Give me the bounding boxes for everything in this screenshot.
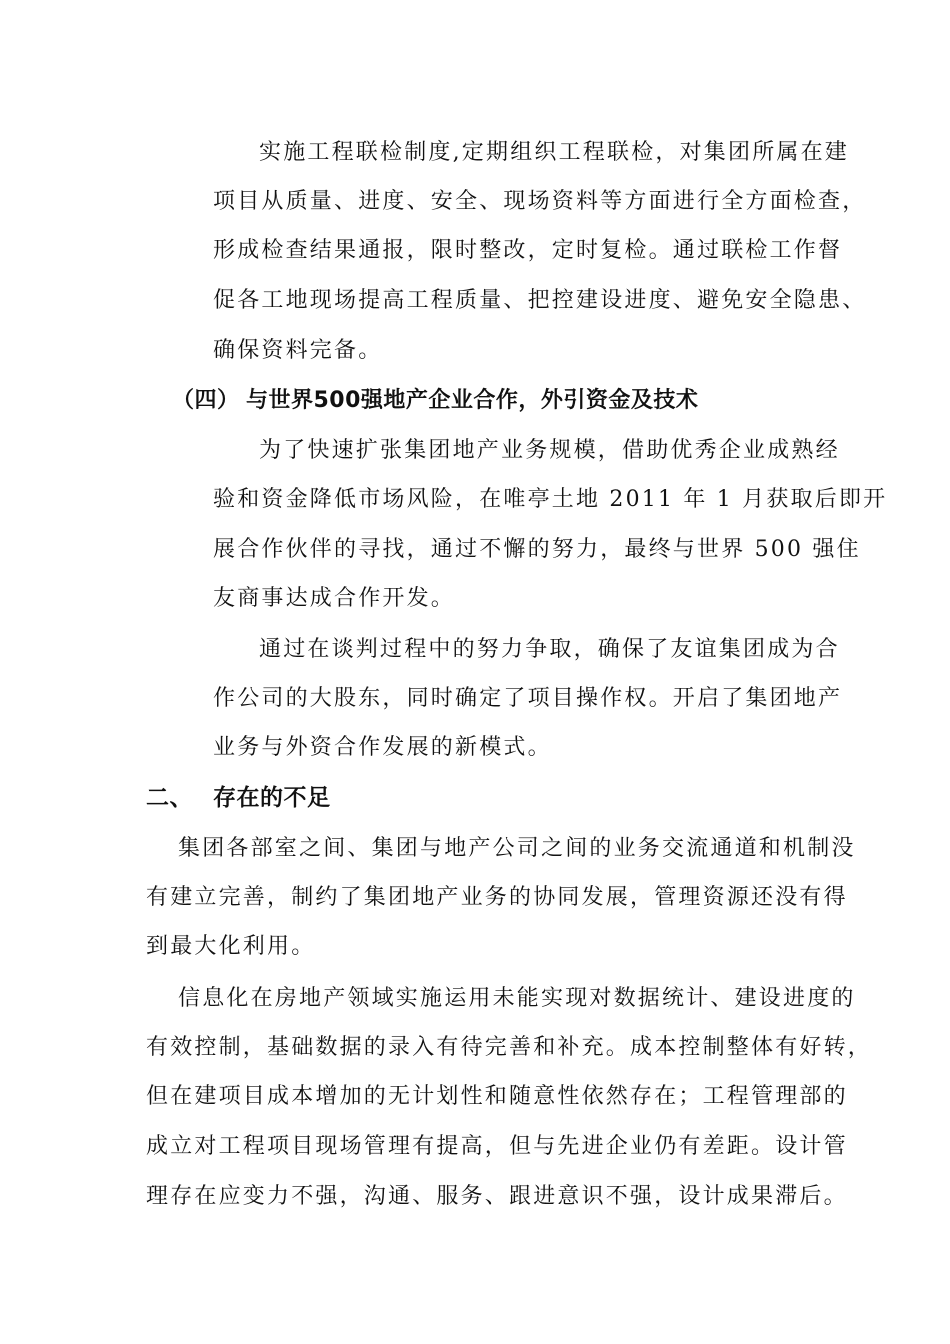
paragraph-line: 但在建项目成本增加的无计划性和随意性依然存在；工程管理部的 bbox=[146, 1084, 848, 1109]
paragraph-line: 有效控制，基础数据的录入有待完善和补充。成本控制整体有好转， bbox=[146, 1035, 873, 1060]
paragraph-line: 集团各部室之间、集团与地产公司之间的业务交流通道和机制没 bbox=[178, 836, 856, 861]
paragraph-line: 通过在谈判过程中的努力争取，确保了友谊集团成为合 bbox=[259, 637, 840, 662]
paragraph-line: 有建立完善，制约了集团地产业务的协同发展，管理资源还没有得 bbox=[146, 885, 848, 910]
paragraph-line: 理存在应变力不强，沟通、服务、跟进意识不强，设计成果滞后。 bbox=[146, 1184, 848, 1209]
paragraph-line: 项目从质量、进度、安全、现场资料等方面进行全方面检查， bbox=[213, 189, 867, 214]
paragraph-line: 形成检查结果通报，限时整改，定时复检。通过联检工作督 bbox=[213, 238, 843, 263]
paragraph-line: 信息化在房地产领域实施运用未能实现对数据统计、建设进度的 bbox=[178, 986, 856, 1011]
paragraph-line: 成立对工程项目现场管理有提高，但与先进企业仍有差距。设计管 bbox=[146, 1134, 848, 1159]
paragraph-line: 业务与外资合作发展的新模式。 bbox=[213, 735, 552, 760]
paragraph-line: 确保资料完备。 bbox=[213, 338, 383, 363]
paragraph-line: 促各工地现场提高工程质量、把控建设进度、避免安全隐患、 bbox=[213, 288, 867, 313]
paragraph-line: 展合作伙伴的寻找，通过不懈的努力，最终与世界 500 强住 bbox=[213, 537, 861, 562]
section-number: （四） bbox=[172, 388, 240, 413]
section-number: 二、 bbox=[146, 785, 193, 811]
section-title: 与世界500强地产企业合作，外引资金及技术 bbox=[246, 388, 699, 413]
paragraph-line: 友商事达成合作开发。 bbox=[213, 586, 456, 611]
paragraph-line: 到最大化利用。 bbox=[146, 934, 316, 959]
paragraph-line: 为了快速扩张集团地产业务规模，借助优秀企业成熟经 bbox=[259, 438, 840, 463]
paragraph-line: 作公司的大股东，同时确定了项目操作权。开启了集团地产 bbox=[213, 686, 843, 711]
section-title: 存在的不足 bbox=[213, 785, 331, 811]
paragraph-line: 实施工程联检制度,定期组织工程联检，对集团所属在建 bbox=[259, 140, 849, 165]
paragraph-line: 验和资金降低市场风险，在唯亭土地 2011 年 1 月获取后即开 bbox=[213, 487, 888, 512]
